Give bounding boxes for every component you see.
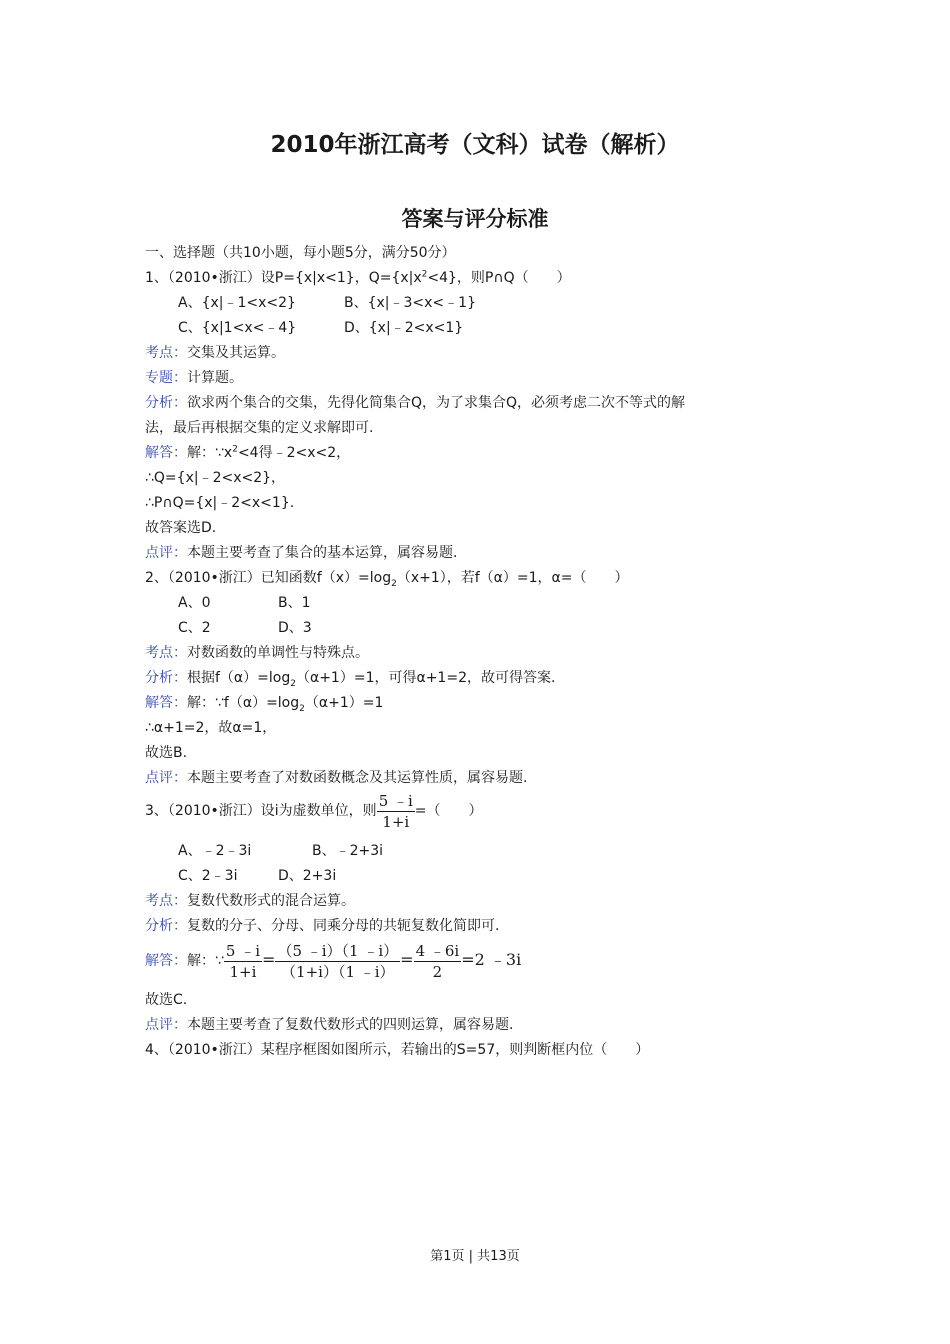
q2-dianping-label: 点评： <box>145 770 187 786</box>
q3-option-b: B、﹣2+3i <box>312 843 384 859</box>
q1-option-c: C、{x|1<x<﹣4} <box>178 320 297 336</box>
q3-option-d: D、2+3i <box>278 868 337 884</box>
q2-options-row2 <box>178 619 312 637</box>
q1-option-d: D、{x|﹣2<x<1} <box>344 320 464 336</box>
q3-jieda-prefix: 解：∵ <box>187 953 224 969</box>
q1-jieda <box>145 444 350 462</box>
q2-jieda-b: （α+1）=1 <box>304 695 384 711</box>
q3-eq2: = <box>400 950 414 969</box>
q3-dianping-label: 点评： <box>145 1017 187 1033</box>
q2-kaodian-text: 对数函数的单调性与特殊点。 <box>187 645 369 661</box>
q1-jieda-line3: ∴P∩Q={x|﹣2<x<1}. <box>145 495 295 511</box>
q2-option-c: C、2 <box>178 620 211 636</box>
q3-kaodian-text: 复数代数形式的混合运算。 <box>187 893 355 909</box>
q2-stem-sub: 2 <box>391 578 397 589</box>
q1-stem <box>145 269 571 287</box>
q1-zhuanti <box>145 369 243 387</box>
q3-jieda-label: 解答： <box>145 953 187 969</box>
q1-fenxi-line2: 法，最后再根据交集的定义求解即可. <box>145 420 374 436</box>
q1-jieda-sup: 2 <box>232 444 238 455</box>
q3-options-row1 <box>178 842 383 860</box>
page-title: 2010年浙江高考（文科）试卷（解析） <box>270 132 680 158</box>
q2-jieda <box>145 694 383 712</box>
q3-jieda-frac3 <box>414 941 462 982</box>
q1-dianping-label: 点评： <box>145 545 187 561</box>
q3-dianping-text: 本题主要考查了复数代数形式的四则运算，属容易题. <box>187 1017 514 1033</box>
q2-jieda-line2: ∴α+1=2，故α=1， <box>145 720 277 736</box>
q1-stem-a: 1、（2010•浙江）设P={x|x<1}，Q={x|x <box>145 270 422 286</box>
q2-stem <box>145 569 629 587</box>
q2-jieda-label: 解答： <box>145 695 187 711</box>
q3-frac2-num: （5 ﹣i）（1 ﹣i） <box>277 941 399 960</box>
q3-frac1-den: 1+i <box>229 962 257 981</box>
q1-fenxi-text1: 欲求两个集合的交集，先得化简集合Q，为了求集合Q，必须考虑二次不等式的解 <box>187 395 686 411</box>
q3-eq3: = <box>461 950 475 969</box>
q2-option-a: A、0 <box>178 595 211 611</box>
q1-option-b: B、{x|﹣3<x<﹣1} <box>344 295 476 311</box>
q2-fenxi-label: 分析： <box>145 670 187 686</box>
q2-fenxi <box>145 669 555 687</box>
q2-jieda-a: 解：∵f（α）=log <box>187 695 300 711</box>
q3-jieda-line2: 故选C. <box>145 992 188 1008</box>
q3-result: 2 ﹣3i <box>474 950 522 969</box>
q3-stem-frac-den: 1+i <box>382 812 410 831</box>
q2-jieda-sub: 2 <box>299 703 305 714</box>
q1-jieda-line2: ∴Q={x|﹣2<x<2}， <box>145 470 286 486</box>
q1-jieda-b: <4得﹣2<x<2， <box>237 445 351 461</box>
q3-fenxi-text: 复数的分子、分母、同乘分母的共轭复数化简即可. <box>187 918 500 934</box>
q2-fenxi-a: 根据f（α）=log <box>187 670 291 686</box>
q3-stem-a: 3、（2010•浙江）设i为虚数单位，则 <box>145 803 377 819</box>
q1-option-a: A、{x|﹣1<x<2} <box>178 295 296 311</box>
q1-options-row1 <box>178 294 476 312</box>
q3-dianping <box>145 1016 513 1034</box>
q4-stem: 4、（2010•浙江）某程序框图如图所示，若输出的S=57，则判断框内位（ ） <box>145 1042 650 1058</box>
q1-zhuanti-text: 计算题。 <box>187 370 243 386</box>
section-heading: 一、选择题（共10小题，每小题5分，满分50分） <box>145 245 456 261</box>
q2-fenxi-sub: 2 <box>290 678 296 689</box>
q1-dianping-text: 本题主要考查了集合的基本运算，属容易题. <box>187 545 458 561</box>
q2-kaodian-label: 考点： <box>145 645 187 661</box>
q1-fenxi-label: 分析： <box>145 395 187 411</box>
q3-jieda <box>145 939 521 982</box>
q1-kaodian-text: 交集及其运算。 <box>187 345 285 361</box>
q2-dianping <box>145 769 527 787</box>
q1-jieda-a: 解：∵x <box>187 445 233 461</box>
q3-stem-fraction <box>377 791 415 832</box>
q1-jieda-line4: 故答案选D. <box>145 520 217 536</box>
q3-frac3-den: 2 <box>432 962 443 981</box>
q3-jieda-frac2 <box>275 941 400 982</box>
q1-kaodian-label: 考点： <box>145 345 187 361</box>
q1-kaodian <box>145 344 285 362</box>
q1-stem-sup: 2 <box>421 269 428 280</box>
q2-dianping-text: 本题主要考查了对数函数概念及其运算性质，属容易题. <box>187 770 528 786</box>
q1-dianping <box>145 544 457 562</box>
q2-options-row1 <box>178 594 311 612</box>
q2-option-d: D、3 <box>278 620 312 636</box>
q3-options-row2 <box>178 867 336 885</box>
q2-jieda-line3: 故选B. <box>145 745 188 761</box>
q3-jieda-frac1 <box>224 941 262 982</box>
q3-kaodian <box>145 892 355 910</box>
page-subtitle: 答案与评分标准 <box>401 207 549 231</box>
q3-frac3-num: 4 ﹣6i <box>415 941 460 960</box>
q3-eq1: = <box>262 950 276 969</box>
q3-frac2-den: （1+i）（1 ﹣i） <box>281 962 395 981</box>
q2-stem-b: （x+1），若f（α）=1，α=（ ） <box>396 570 629 586</box>
q1-stem-b: <4}，则P∩Q（ ） <box>427 270 571 286</box>
q3-stem <box>145 790 483 832</box>
q3-option-c: C、2﹣3i <box>178 868 238 884</box>
q3-kaodian-label: 考点： <box>145 893 187 909</box>
q1-zhuanti-label: 专题： <box>145 370 187 386</box>
q3-stem-frac-num: 5 ﹣i <box>378 791 413 810</box>
q3-frac1-num: 5 ﹣i <box>225 941 261 960</box>
q3-option-a: A、﹣2﹣3i <box>178 843 252 859</box>
q3-fenxi-label: 分析： <box>145 918 187 934</box>
q1-jieda-label: 解答： <box>145 445 187 461</box>
q3-stem-b: =（ ） <box>414 803 483 819</box>
q3-fenxi <box>145 917 499 935</box>
q2-stem-a: 2、（2010•浙江）已知函数f（x）=log <box>145 570 392 586</box>
q2-fenxi-b: （α+1）=1，可得α+1=2，故可得答案. <box>295 670 556 686</box>
q2-option-b: B、1 <box>278 595 311 611</box>
page-footer: 第1页 | 共13页 <box>430 1249 520 1264</box>
q2-kaodian <box>145 644 369 662</box>
q1-options-row2 <box>178 319 463 337</box>
q1-fenxi <box>145 394 685 412</box>
